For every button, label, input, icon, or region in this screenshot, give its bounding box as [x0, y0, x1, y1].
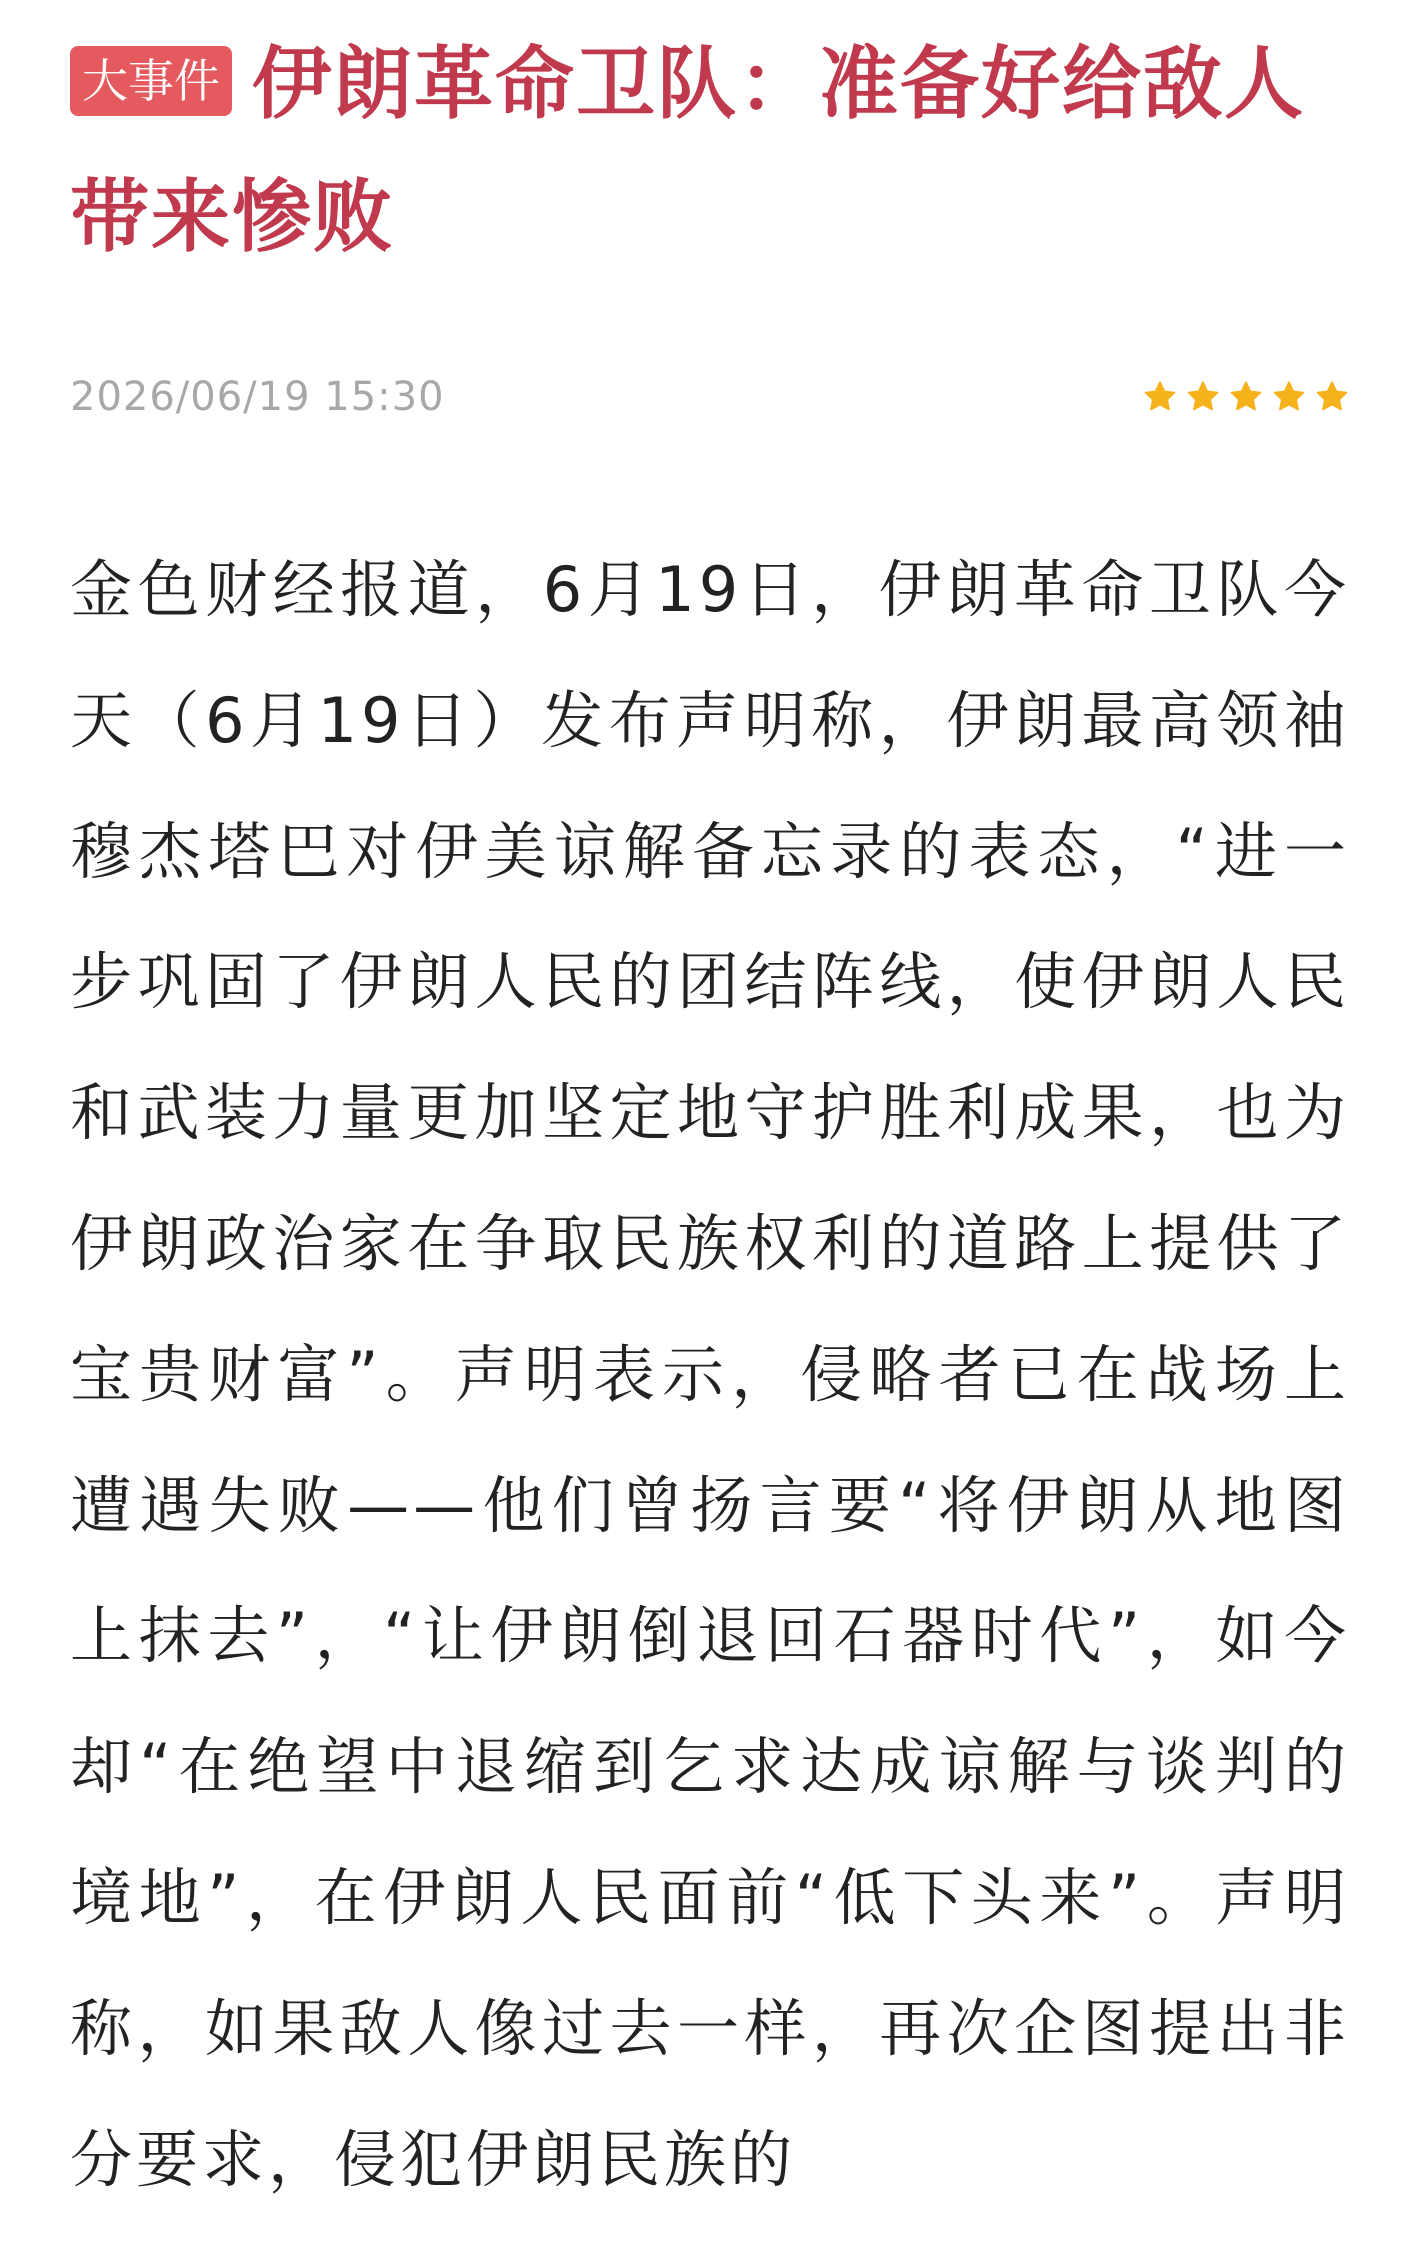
event-tag-badge: 大事件	[70, 46, 232, 116]
article-headline	[70, 18, 1360, 284]
star-icon	[1314, 379, 1350, 415]
importance-rating	[1142, 379, 1350, 415]
star-icon	[1185, 379, 1221, 415]
article-body: 金色财经报道，6月19日，伊朗革命卫队今天（6月19日）发布声明称，伊朗最高领袖穆杰塔巴对伊美谅解备忘录的表态，“进一步巩固了伊朗人民的团结阵线，使伊朗人民和武装力量更加坚定地守护胜利成果，也为伊朗政治家在争取民族权利的道路上提供了宝贵财富”。声明表示，侵略者已在战场上遭遇失败——他们曾扬言要“将伊朗从地图上抹去”，“让伊朗倒退回石器时代”，如今却“在绝望中退缩到乞求达成谅解与谈判的境地”，在伊朗人民面前“低下头来”。声明称，如果敌人像过去一样，再次企图提出非分要求，侵犯伊朗民族的	[70, 553, 1350, 2196]
publish-timestamp: 2026/06/19 15:30	[70, 374, 445, 420]
star-icon	[1228, 379, 1264, 415]
article-title: 伊朗革命卫队：准备好给敌人带来惨败	[70, 38, 1305, 263]
star-icon	[1142, 379, 1178, 415]
star-icon	[1271, 379, 1307, 415]
article-meta	[70, 372, 1350, 422]
